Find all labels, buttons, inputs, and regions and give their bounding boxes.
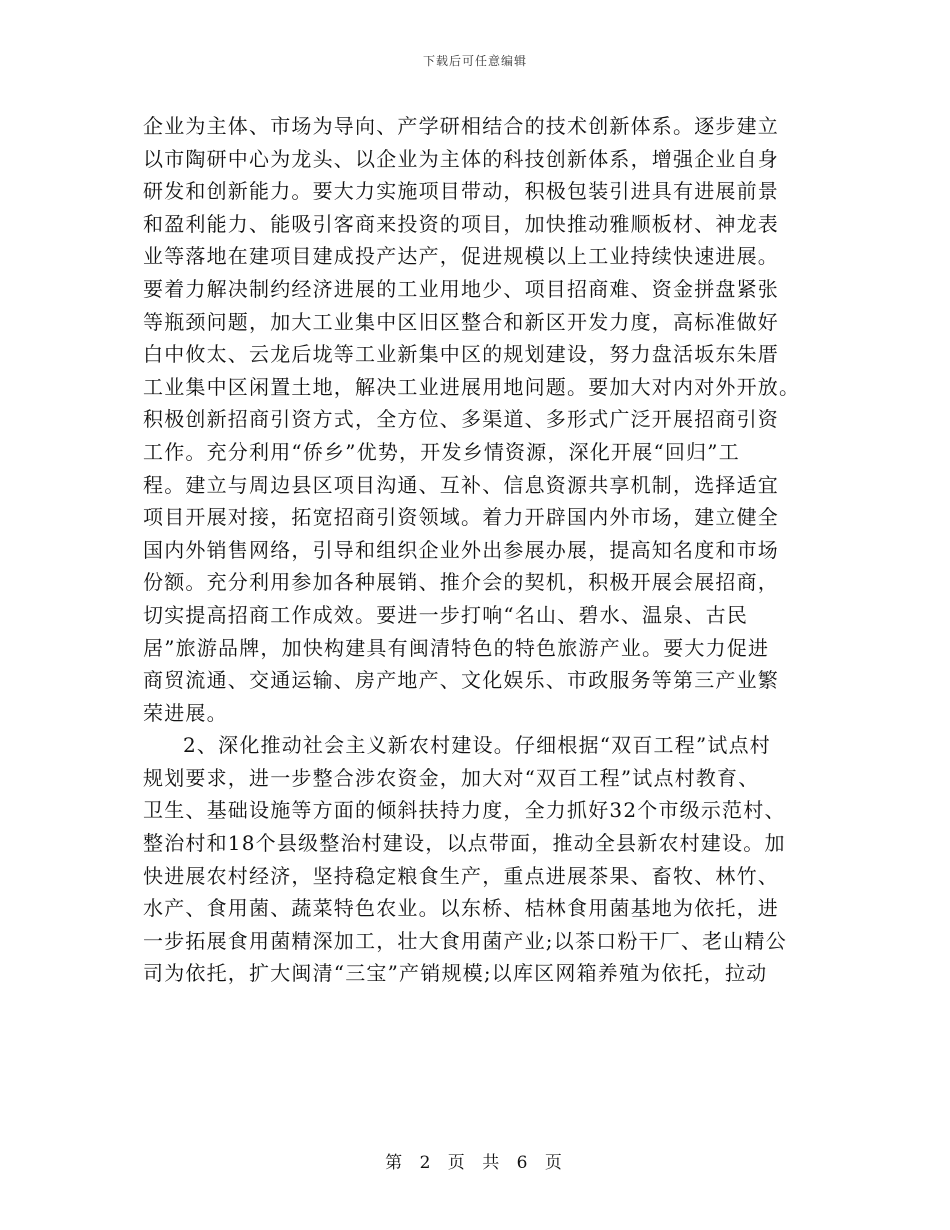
text-line: 程。建立与周边县区项目沟通、互补、信息资源共享机制，选择适宜 xyxy=(143,472,779,497)
text-line: 司为依托，扩大闽清“三宝”产销规模;以库区网箱养殖为依托，拉动 xyxy=(143,961,768,986)
text-line: 积极创新招商引资方式，全方位、多渠道、多形式广泛开展招商引资 xyxy=(143,407,779,432)
text-line: 整治村和18个县级整治村建设，以点带面，推动全县新农村建设。加 xyxy=(143,831,786,856)
text-line: 企业为主体、市场为导向、产学研相结合的技术创新体系。逐步建立 xyxy=(143,114,779,138)
text-line: 快进展农村经济，坚持稳定粮食生产，重点进展茶果、畜牧、林竹、 xyxy=(143,863,779,888)
text-line: 商贸流通、交通运输、房产地产、文化娱乐、市政服务等第三产业繁 xyxy=(143,668,779,693)
text-line: 和盈利能力、能吸引客商来投资的项目，加快推动雅顺板材、神龙表 xyxy=(143,211,779,236)
text-line: 以市陶研中心为龙头、以企业为主体的科技创新体系，增强企业自身 xyxy=(143,146,779,171)
text-line: 切实提高招商工作成效。要进一步打响“名山、碧水、温泉、古民 xyxy=(143,602,749,627)
text-line: 等瓶颈问题，加大工业集中区旧区整合和新区开发力度，高标准做好 xyxy=(143,309,779,334)
text-line: 一步拓展食用菌精深加工，壮大食用菌产业;以茶口粉干厂、老山精公 xyxy=(143,928,787,953)
text-line: 水产、食用菌、蔬菜特色农业。以东桥、桔林食用菌基地为依托，进 xyxy=(143,896,779,921)
document-body xyxy=(143,110,813,990)
text-line: 卫生、基础设施等方面的倾斜扶持力度，全力抓好32个市级示范村、 xyxy=(143,798,786,823)
text-line: 白中攸太、云龙后垅等工业新集中区的规划建设，努力盘活坂东朱厝 xyxy=(143,342,779,367)
paragraph-start-line: 2、深化推动社会主义新农村建设。仔细根据“双百工程”试点村 xyxy=(183,733,771,758)
text-line: 荣进展。 xyxy=(143,700,228,725)
text-line: 居”旅游品牌，加快构建具有闽清特色的特色旅游产业。要大力促进 xyxy=(143,635,770,660)
text-line: 要着力解决制约经济进展的工业用地少、项目招商难、资金拼盘紧张 xyxy=(143,276,779,301)
text-line: 规划要求，进一步整合涉农资金，加大对“双百工程”试点村教育、 xyxy=(143,765,760,790)
text-line: 业等落地在建项目建成投产达产，促进规模以上工业持续快速进展。 xyxy=(143,244,779,269)
text-line: 工业集中区闲置土地，解决工业进展用地问题。要加大对内对外开放。 xyxy=(143,374,801,399)
text-line: 项目开展对接，拓宽招商引资领域。着力开辟国内外市场，建立健全 xyxy=(143,505,779,530)
text-line: 研发和创新能力。要大力实施项目带动，积极包装引进具有进展前景 xyxy=(143,179,779,204)
text-line: 国内外销售网络，引导和组织企业外出参展办展，提高知名度和市场 xyxy=(143,537,779,562)
page-number-footer: 第 2 页 共 6 页 xyxy=(385,1153,565,1173)
page-header: 下载后可任意编辑 xyxy=(422,54,527,68)
text-line: 份额。充分利用参加各种展销、推介会的契机，积极开展会展招商， xyxy=(143,570,779,595)
text-line: 工作。充分利用“侨乡”优势，开发乡情资源，深化开展“回归”工 xyxy=(143,439,740,464)
